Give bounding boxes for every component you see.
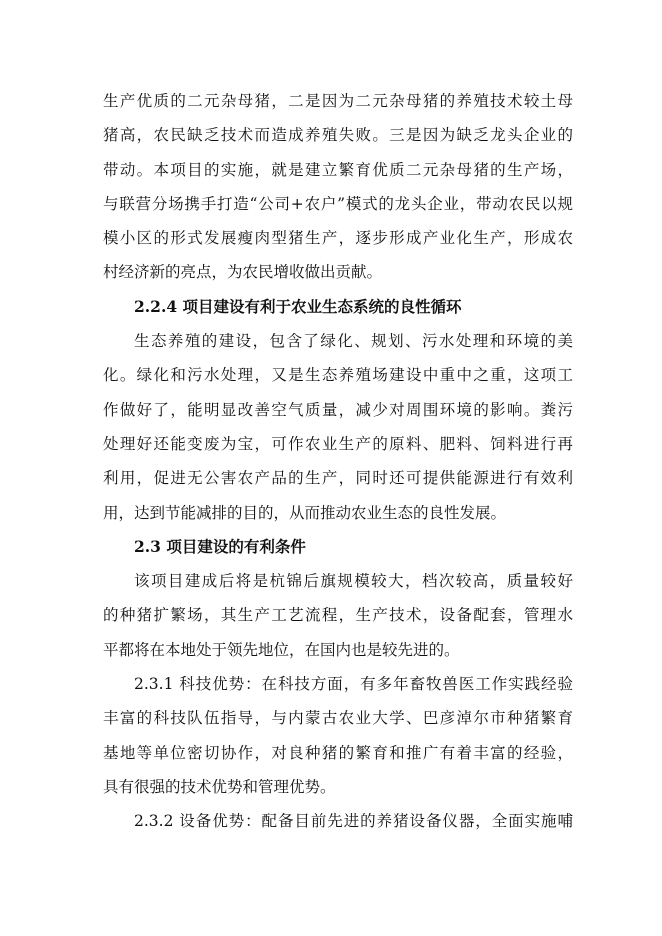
paragraph-line: 丰富的科技队伍指导，与内蒙古农业大学、巴彦淖尔市种猪繁育 [103,709,573,728]
paragraph-line: 生态养殖的建设，包含了绿化、规划、污水处理和环境的美 [134,332,573,351]
paragraph-line: 2.3.1 科技优势：在科技方面，有多年畜牧兽医工作实践经验 [134,675,573,694]
paragraph-line: 化。绿化和污水处理，又是生态养殖场建设中重中之重，这项工 [103,366,573,385]
paragraph-line: 用，达到节能减排的目的，从而推动农业生态的良性发展。 [103,503,507,522]
paragraph-line: 生产优质的二元杂母猪，二是因为二元杂母猪的养殖技术较土母 [103,92,573,110]
paragraph-line: 的种猪扩繁场，其生产工艺流程，生产技术，设备配套，管理水 [103,606,573,625]
document-body [103,84,573,839]
paragraph-line: 猪高，农民缺乏技术而造成养殖失败。三是因为缺乏龙头企业的 [103,126,573,145]
paragraph-line: 模小区的形式发展瘦肉型猪生产，逐步形成产业化生产，形成农 [103,229,573,248]
paragraph-line: 具有很强的技术优势和管理优势。 [103,777,336,796]
section-heading-2-2-4: 2.2.4 项目建设有利于农业生态系统的良性循环 [134,296,462,316]
paragraph-line: 平都将在本地处于领先地位，在国内也是较先进的。 [103,640,460,659]
paragraph-line: 该项目建成后将是杭锦后旗规模较大，档次较高，质量较好 [134,572,573,591]
paragraph-line: 利用，促进无公害农产品的生产，同时还可提供能源进行有效利 [103,469,573,488]
paragraph-line: 带动。本项目的实施，就是建立繁育优质二元杂母猪的生产场， [103,160,573,179]
paragraph-line: 与联营分场携手打造“公司+农户”模式的龙头企业，带动农民以规 [103,194,573,213]
paragraph-line: 基地等单位密切协作，对良种猪的繁育和推广有着丰富的经验， [103,743,573,762]
paragraph-line: 村经济新的亮点，为农民增收做出贡献。 [103,263,383,282]
paragraph-line: 处理好还能变废为宝，可作农业生产的原料、肥料、饲料进行再 [103,434,573,453]
section-heading-2-3: 2.3 项目建设的有利条件 [134,536,306,556]
paragraph-line: 2.3.2 设备优势：配备目前先进的养猪设备仪器，全面实施哺 [134,812,573,831]
paragraph-line: 作做好了，能明显改善空气质量，减少对周围环境的影响。粪污 [103,400,573,419]
